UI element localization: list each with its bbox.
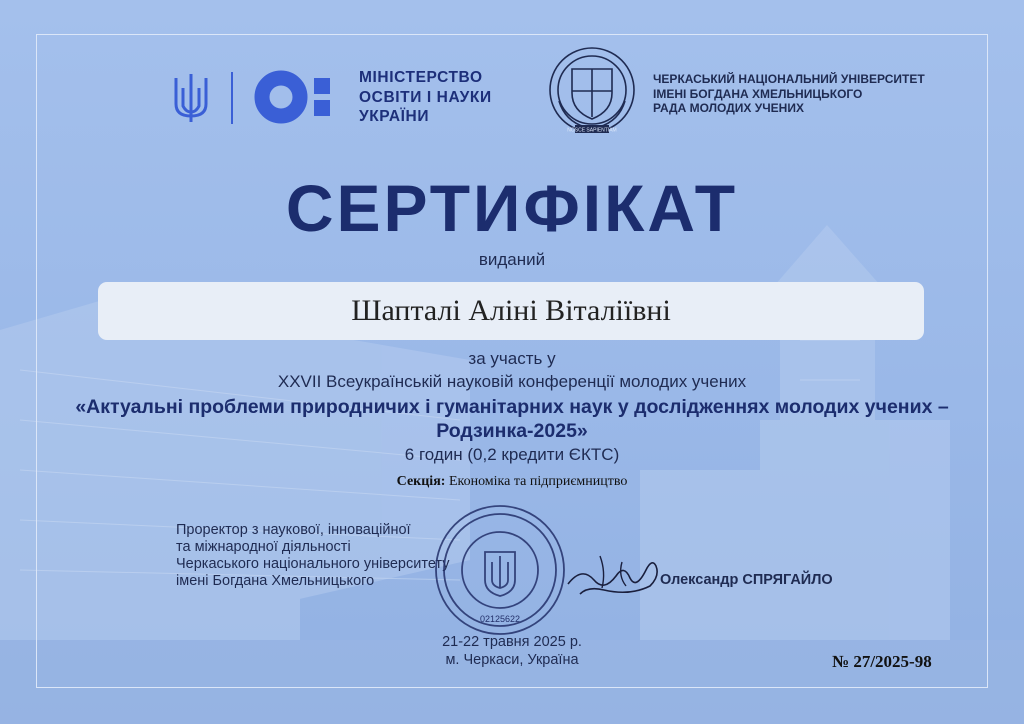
certificate-number: № 27/2025-98 [832,652,932,671]
ministry-name: МІНІСТЕРСТВО ОСВІТИ І НАУКИ УКРАЇНИ [359,69,492,125]
conference-title: «Актуальні проблеми природничих і гуманітарних наук у дослідженнях молодих учених – Родзинка-2025» [75,396,949,442]
hours-credits: 6 годин (0,2 кредити ЄКТС) [404,445,620,464]
university-name: ЧЕРКАСЬКИЙ НАЦІОНАЛЬНИЙ УНІВЕРСИТЕТ ІМЕНІ БОГДАНА ХМЕЛЬНИЦЬКОГО РАДА МОЛОДИХ УЧЕНИХ [653,72,925,115]
university-seal-icon [545,45,639,139]
event-place: м. Черкаси, Україна [445,652,579,668]
event-date: 21-22 травня 2025 р. [442,634,582,650]
certificate-title: СЕРТИФІКАТ [285,171,739,245]
section-label: Секція: [396,474,446,489]
issued-to-label: виданий [478,250,546,269]
section-value: Економіка та підприємництво [448,474,628,489]
participation-line: за участь у [468,349,556,368]
ministry-logo-icon [254,70,342,124]
official-stamp-icon [430,500,570,640]
trident-icon [172,70,210,124]
signature-icon [560,536,670,606]
conference-line: XXVII Всеукраїнській науковій конференції молодих учених [277,372,747,391]
section-line [0,474,1024,490]
logo-divider [231,72,233,124]
stamp-code: 02125622 [479,614,521,624]
recipient-name: Шапталі Аліні Віталіївні [351,294,671,327]
signatory-name: Олександр СПРЯГАЙЛО [660,572,833,588]
seal-motto: NOSCE SAPIENTIAM [567,127,617,134]
signatory-position: Проректор з наукової, інноваційної та міжнародної діяльності Черкаського національного університету імені Богдана Хмельницького [176,522,450,589]
